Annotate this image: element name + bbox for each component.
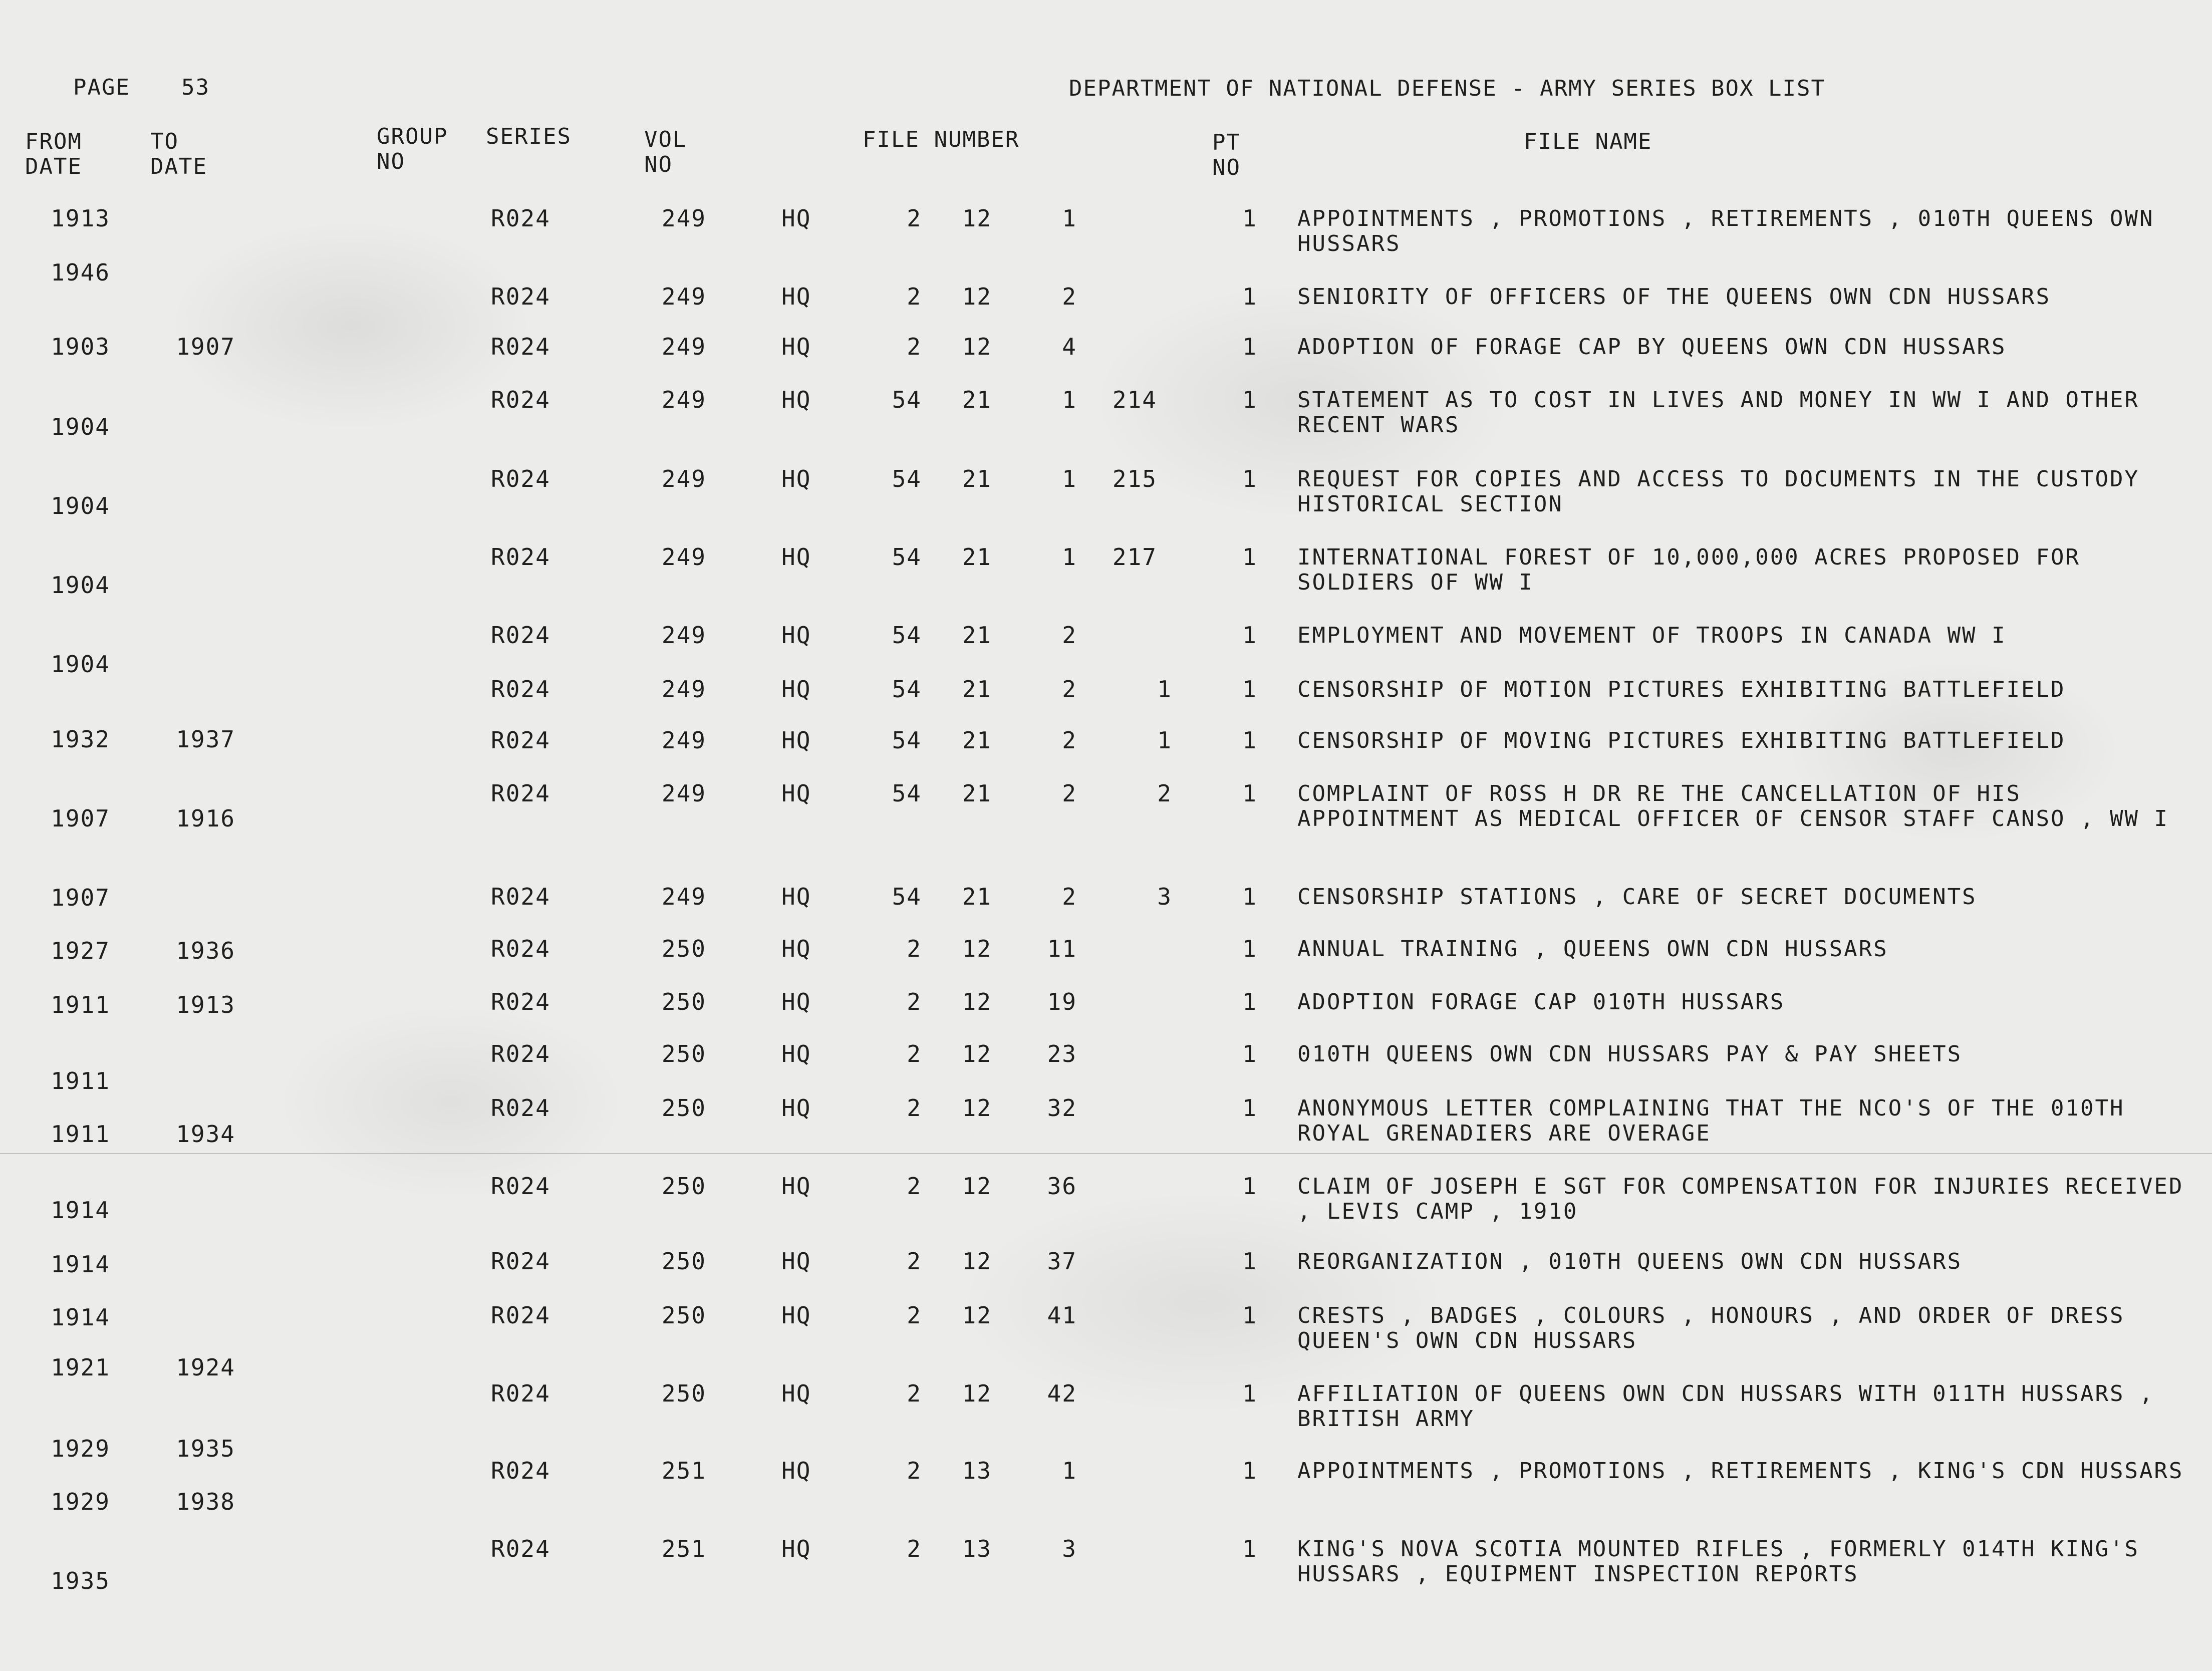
volume-number: 250	[661, 1094, 706, 1122]
from-date: 1913	[51, 205, 110, 232]
file-name: CENSORSHIP OF MOTION PICTURES EXHIBITING BATTLEFIELD	[1297, 677, 2066, 702]
part-number: 1	[1242, 1535, 1257, 1562]
hq-code: HQ	[781, 883, 811, 910]
column-header-to-date: TO DATE	[150, 129, 207, 179]
file-number-part-5: 2	[1157, 780, 1172, 807]
to-date: 1934	[176, 1121, 235, 1148]
part-number: 1	[1242, 727, 1257, 754]
series-code: R024	[491, 1457, 550, 1484]
from-date: 1914	[51, 1197, 110, 1224]
volume-number: 250	[661, 1380, 706, 1407]
file-number-part-3: 2	[1062, 780, 1077, 807]
file-number-part-2: 21	[962, 386, 992, 413]
volume-number: 249	[661, 386, 706, 413]
file-number-part-2: 12	[962, 283, 992, 310]
part-number: 1	[1242, 988, 1257, 1015]
file-name: INTERNATIONAL FOREST OF 10,000,000 ACRES PROPOSED FOR SOLDIERS OF WW I	[1297, 544, 2080, 595]
hq-code: HQ	[781, 727, 811, 754]
hq-code: HQ	[781, 676, 811, 703]
file-name: ANONYMOUS LETTER COMPLAINING THAT THE NCO'S OF THE 010TH ROYAL GRENADIERS ARE OVERAGE	[1297, 1095, 2125, 1146]
hq-code: HQ	[781, 386, 811, 413]
file-name: ADOPTION OF FORAGE CAP BY QUEENS OWN CDN HUSSARS	[1297, 334, 2007, 360]
series-code: R024	[491, 543, 550, 571]
file-number-part-3: 2	[1062, 883, 1077, 910]
volume-number: 249	[661, 283, 706, 310]
file-number-part-4: 217	[1112, 543, 1157, 571]
part-number: 1	[1242, 283, 1257, 310]
part-number: 1	[1242, 205, 1257, 232]
file-number-part-3: 1	[1062, 386, 1077, 413]
file-number-part-2: 12	[962, 1173, 992, 1200]
part-number: 1	[1242, 543, 1257, 571]
file-number-part-3: 2	[1062, 676, 1077, 703]
hq-code: HQ	[781, 622, 811, 649]
file-number-part-1: 54	[892, 543, 922, 571]
file-number-part-2: 21	[962, 676, 992, 703]
volume-number: 250	[661, 935, 706, 962]
file-name: CENSORSHIP STATIONS , CARE OF SECRET DOCUMENTS	[1297, 884, 1977, 910]
hq-code: HQ	[781, 283, 811, 310]
volume-number: 250	[661, 1248, 706, 1275]
file-number-part-1: 2	[907, 1094, 922, 1122]
series-code: R024	[491, 622, 550, 649]
series-code: R024	[491, 935, 550, 962]
document-title: DEPARTMENT OF NATIONAL DEFENSE - ARMY SERIES BOX LIST	[1069, 76, 1825, 101]
file-number-part-1: 54	[892, 465, 922, 492]
to-date: 1924	[176, 1354, 235, 1381]
from-date: 1904	[51, 651, 110, 678]
part-number: 1	[1242, 465, 1257, 492]
part-number: 1	[1242, 676, 1257, 703]
series-code: R024	[491, 780, 550, 807]
file-number-part-2: 21	[962, 543, 992, 571]
part-number: 1	[1242, 1380, 1257, 1407]
series-code: R024	[491, 883, 550, 910]
part-number: 1	[1242, 386, 1257, 413]
to-date: 1936	[176, 937, 235, 964]
file-number-part-1: 2	[907, 1173, 922, 1200]
hq-code: HQ	[781, 1302, 811, 1329]
part-number: 1	[1242, 1173, 1257, 1200]
file-number-part-3: 32	[1047, 1094, 1077, 1122]
file-number-part-2: 12	[962, 1094, 992, 1122]
file-number-part-2: 12	[962, 988, 992, 1015]
volume-number: 249	[661, 622, 706, 649]
file-name: AFFILIATION OF QUEENS OWN CDN HUSSARS WITH 011TH HUSSARS , BRITISH ARMY	[1297, 1381, 2154, 1432]
volume-number: 250	[661, 1302, 706, 1329]
series-code: R024	[491, 205, 550, 232]
to-date: 1907	[176, 333, 235, 360]
file-number-part-5: 3	[1157, 883, 1172, 910]
file-number-part-3: 4	[1062, 333, 1077, 360]
file-number-part-1: 2	[907, 333, 922, 360]
hq-code: HQ	[781, 543, 811, 571]
file-number-part-3: 2	[1062, 727, 1077, 754]
file-number-part-4: 215	[1112, 465, 1157, 492]
file-number-part-1: 2	[907, 935, 922, 962]
volume-number: 251	[661, 1457, 706, 1484]
file-number-part-4: 214	[1112, 386, 1157, 413]
file-number-part-3: 1	[1062, 465, 1077, 492]
file-number-part-3: 41	[1047, 1302, 1077, 1329]
series-code: R024	[491, 1094, 550, 1122]
from-date: 1921	[51, 1354, 110, 1381]
file-number-part-2: 12	[962, 1040, 992, 1067]
from-date: 1904	[51, 492, 110, 519]
volume-number: 249	[661, 465, 706, 492]
file-number-part-1: 2	[907, 1535, 922, 1562]
file-name: STATEMENT AS TO COST IN LIVES AND MONEY IN WW I AND OTHER RECENT WARS	[1297, 387, 2139, 438]
volume-number: 250	[661, 988, 706, 1015]
part-number: 1	[1242, 1457, 1257, 1484]
file-number-part-2: 12	[962, 935, 992, 962]
to-date: 1916	[176, 805, 235, 832]
from-date: 1929	[51, 1435, 110, 1462]
file-name: CLAIM OF JOSEPH E SGT FOR COMPENSATION FOR INJURIES RECEIVED , LEVIS CAMP , 1910	[1297, 1174, 2184, 1224]
series-code: R024	[491, 465, 550, 492]
file-number-part-1: 54	[892, 727, 922, 754]
file-number-part-1: 54	[892, 676, 922, 703]
series-code: R024	[491, 676, 550, 703]
file-number-part-3: 19	[1047, 988, 1077, 1015]
series-code: R024	[491, 1535, 550, 1562]
file-number-part-2: 21	[962, 465, 992, 492]
volume-number: 250	[661, 1173, 706, 1200]
file-number-part-5: 1	[1157, 676, 1172, 703]
file-name: CRESTS , BADGES , COLOURS , HONOURS , AND ORDER OF DRESS QUEEN'S OWN CDN HUSSARS	[1297, 1303, 2125, 1353]
part-number: 1	[1242, 935, 1257, 962]
file-name: CENSORSHIP OF MOVING PICTURES EXHIBITING BATTLEFIELD	[1297, 728, 2066, 753]
file-number-part-2: 12	[962, 205, 992, 232]
from-date: 1927	[51, 937, 110, 964]
series-code: R024	[491, 1040, 550, 1067]
file-number-part-2: 12	[962, 1380, 992, 1407]
part-number: 1	[1242, 780, 1257, 807]
series-code: R024	[491, 333, 550, 360]
file-number-part-2: 12	[962, 333, 992, 360]
file-name: EMPLOYMENT AND MOVEMENT OF TROOPS IN CANADA WW I	[1297, 623, 2007, 648]
series-code: R024	[491, 988, 550, 1015]
part-number: 1	[1242, 1094, 1257, 1122]
file-number-part-1: 54	[892, 780, 922, 807]
column-header-series: SERIES	[486, 124, 572, 149]
from-date: 1907	[51, 884, 110, 911]
volume-number: 251	[661, 1535, 706, 1562]
volume-number: 249	[661, 780, 706, 807]
hq-code: HQ	[781, 780, 811, 807]
hq-code: HQ	[781, 1094, 811, 1122]
page-fold-line	[0, 1153, 2212, 1154]
file-name: APPOINTMENTS , PROMOTIONS , RETIREMENTS , 010TH QUEENS OWN HUSSARS	[1297, 206, 2154, 256]
from-date: 1914	[51, 1304, 110, 1331]
file-number-part-3: 2	[1062, 283, 1077, 310]
file-name: ADOPTION FORAGE CAP 010TH HUSSARS	[1297, 989, 1785, 1015]
series-code: R024	[491, 1248, 550, 1275]
file-number-part-3: 3	[1062, 1535, 1077, 1562]
file-number-part-3: 1	[1062, 205, 1077, 232]
file-name: REQUEST FOR COPIES AND ACCESS TO DOCUMENTS IN THE CUSTODY HISTORICAL SECTION	[1297, 466, 2139, 517]
hq-code: HQ	[781, 1380, 811, 1407]
file-number-part-2: 13	[962, 1535, 992, 1562]
column-header-vol-no: VOL NO	[644, 127, 687, 177]
file-number-part-3: 42	[1047, 1380, 1077, 1407]
series-code: R024	[491, 1380, 550, 1407]
file-number-part-1: 2	[907, 1380, 922, 1407]
series-code: R024	[491, 386, 550, 413]
to-date: 1913	[176, 991, 235, 1018]
file-number-part-1: 2	[907, 1302, 922, 1329]
hq-code: HQ	[781, 1457, 811, 1484]
series-code: R024	[491, 283, 550, 310]
file-number-part-1: 54	[892, 622, 922, 649]
to-date: 1938	[176, 1488, 235, 1515]
series-code: R024	[491, 1173, 550, 1200]
part-number: 1	[1242, 333, 1257, 360]
from-date: 1911	[51, 1121, 110, 1148]
part-number: 1	[1242, 1040, 1257, 1067]
page-label: PAGE	[73, 75, 130, 100]
volume-number: 250	[661, 1040, 706, 1067]
column-header-from-date: FROM DATE	[25, 129, 82, 179]
hq-code: HQ	[781, 333, 811, 360]
file-number-part-2: 21	[962, 727, 992, 754]
file-number-part-2: 21	[962, 622, 992, 649]
file-name: REORGANIZATION , 010TH QUEENS OWN CDN HUSSARS	[1297, 1249, 1963, 1274]
series-code: R024	[491, 727, 550, 754]
from-date: 1946	[51, 259, 110, 286]
part-number: 1	[1242, 1248, 1257, 1275]
file-name: SENIORITY OF OFFICERS OF THE QUEENS OWN CDN HUSSARS	[1297, 284, 2051, 310]
from-date: 1929	[51, 1488, 110, 1515]
from-date: 1914	[51, 1251, 110, 1278]
hq-code: HQ	[781, 1173, 811, 1200]
from-date: 1903	[51, 333, 110, 360]
file-number-part-1: 2	[907, 988, 922, 1015]
file-number-part-1: 2	[907, 1040, 922, 1067]
part-number: 1	[1242, 622, 1257, 649]
file-number-part-1: 2	[907, 283, 922, 310]
volume-number: 249	[661, 883, 706, 910]
file-number-part-3: 1	[1062, 543, 1077, 571]
series-code: R024	[491, 1302, 550, 1329]
from-date: 1904	[51, 413, 110, 440]
file-number-part-3: 23	[1047, 1040, 1077, 1067]
from-date: 1911	[51, 991, 110, 1018]
file-number-part-3: 36	[1047, 1173, 1077, 1200]
file-number-part-2: 21	[962, 883, 992, 910]
to-date: 1935	[176, 1435, 235, 1462]
volume-number: 249	[661, 727, 706, 754]
volume-number: 249	[661, 676, 706, 703]
column-header-group-no: GROUP NO	[377, 124, 448, 174]
part-number: 1	[1242, 883, 1257, 910]
file-name: COMPLAINT OF ROSS H DR RE THE CANCELLATION OF HIS APPOINTMENT AS MEDICAL OFFICER OF CENSOR STAFF CANSO , WW I	[1297, 781, 2169, 831]
hq-code: HQ	[781, 1535, 811, 1562]
file-number-part-3: 1	[1062, 1457, 1077, 1484]
file-number-part-1: 2	[907, 1248, 922, 1275]
from-date: 1932	[51, 726, 110, 753]
part-number: 1	[1242, 1302, 1257, 1329]
hq-code: HQ	[781, 465, 811, 492]
hq-code: HQ	[781, 205, 811, 232]
volume-number: 249	[661, 205, 706, 232]
file-name: 010TH QUEENS OWN CDN HUSSARS PAY & PAY SHEETS	[1297, 1041, 1963, 1067]
from-date: 1911	[51, 1067, 110, 1094]
from-date: 1907	[51, 805, 110, 832]
column-header-file-name: FILE NAME	[1524, 129, 1652, 154]
file-number-part-2: 13	[962, 1457, 992, 1484]
file-name: APPOINTMENTS , PROMOTIONS , RETIREMENTS , KING'S CDN HUSSARS	[1297, 1458, 2184, 1484]
file-number-part-2: 21	[962, 780, 992, 807]
file-number-part-3: 37	[1047, 1248, 1077, 1275]
file-name: ANNUAL TRAINING , QUEENS OWN CDN HUSSARS	[1297, 936, 1888, 962]
file-number-part-1: 2	[907, 1457, 922, 1484]
file-number-part-1: 54	[892, 386, 922, 413]
volume-number: 249	[661, 333, 706, 360]
hq-code: HQ	[781, 1040, 811, 1067]
volume-number: 249	[661, 543, 706, 571]
column-header-pt-no: PT NO	[1212, 130, 1241, 180]
file-number-part-1: 2	[907, 205, 922, 232]
file-name: KING'S NOVA SCOTIA MOUNTED RIFLES , FORMERLY 014TH KING'S HUSSARS , EQUIPMENT INSPECTION REPORTS	[1297, 1536, 2139, 1587]
file-number-part-3: 11	[1047, 935, 1077, 962]
hq-code: HQ	[781, 935, 811, 962]
to-date: 1937	[176, 726, 235, 753]
file-number-part-3: 2	[1062, 622, 1077, 649]
column-header-file-number: FILE NUMBER	[863, 127, 1020, 152]
file-number-part-2: 12	[962, 1302, 992, 1329]
hq-code: HQ	[781, 1248, 811, 1275]
file-number-part-5: 1	[1157, 727, 1172, 754]
from-date: 1935	[51, 1567, 110, 1594]
file-number-part-1: 54	[892, 883, 922, 910]
from-date: 1904	[51, 572, 110, 599]
file-number-part-2: 12	[962, 1248, 992, 1275]
hq-code: HQ	[781, 988, 811, 1015]
page-number: 53	[181, 75, 210, 100]
